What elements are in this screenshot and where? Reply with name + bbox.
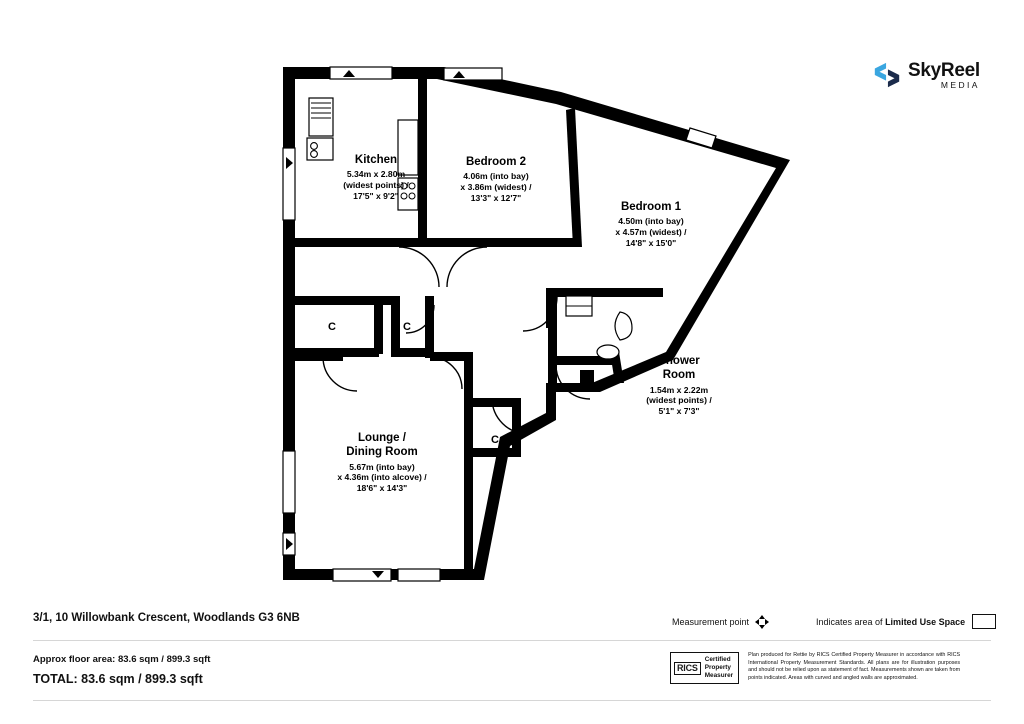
footer-divider-bottom bbox=[33, 700, 991, 701]
legend-limited-label: Indicates area of Limited Use Space bbox=[816, 616, 966, 627]
total-floor-area: TOTAL: 83.6 sqm / 899.3 sqft bbox=[33, 671, 203, 686]
property-address: 3/1, 10 Willowbank Crescent, Woodlands G3 6NB bbox=[33, 612, 300, 624]
room-label-shower-room: Shower Room 1.54m x 2.22m (widest points) / 5'1" x 7'3" bbox=[646, 355, 712, 417]
legend-measurement-point bbox=[672, 614, 770, 630]
cupboard-label-3: C bbox=[491, 434, 499, 446]
room-label-bedroom-1: Bedroom 1 4.50m (into bay) x 4.57m (widest) / 14'8" x 15'0" bbox=[615, 201, 687, 248]
room-label-bedroom-2: Bedroom 2 4.06m (into bay) x 3.86m (widest) / 13'3" x 12'7" bbox=[460, 156, 532, 203]
cupboard-label-2: C bbox=[403, 321, 411, 333]
room-label-kitchen: Kitchen 5.34m x 2.80m (widest points) / 17'5" x 9'2" bbox=[343, 154, 409, 201]
approx-floor-area: Approx floor area: 83.6 sqm / 899.3 sqft bbox=[33, 654, 211, 665]
rics-disclaimer: Plan produced for Rettie by RICS Certified Property Measurer in accordance with RICS International Property Measurement Standards. All plans are for illustration purposes and should not be relied upon as statement of fact. Measurements shown are taken from points indicated. Areas with curved and angled walls are approximated. bbox=[748, 652, 961, 682]
rics-logo: RICS bbox=[674, 662, 701, 675]
rics-badge bbox=[670, 652, 739, 684]
measurement-point-icon bbox=[754, 614, 770, 630]
limited-use-space-swatch bbox=[972, 614, 996, 629]
floor-area-summary bbox=[33, 653, 210, 688]
cupboard-label-1: C bbox=[328, 321, 336, 333]
rics-badge-text: Certified Property Measurer bbox=[704, 656, 734, 679]
brand-name: SkyReel bbox=[908, 59, 980, 81]
legend-limited-use-space bbox=[816, 614, 996, 629]
room-label-lounge-dining: Lounge / Dining Room 5.67m (into bay) x 4.36m (into alcove) / 18'6" x 14'3" bbox=[337, 432, 427, 494]
rics-certification bbox=[670, 652, 960, 684]
brand-subname: MEDIA bbox=[940, 79, 980, 90]
footer-divider-top bbox=[33, 640, 991, 641]
legend-measurement-label: Measurement point bbox=[672, 617, 750, 627]
